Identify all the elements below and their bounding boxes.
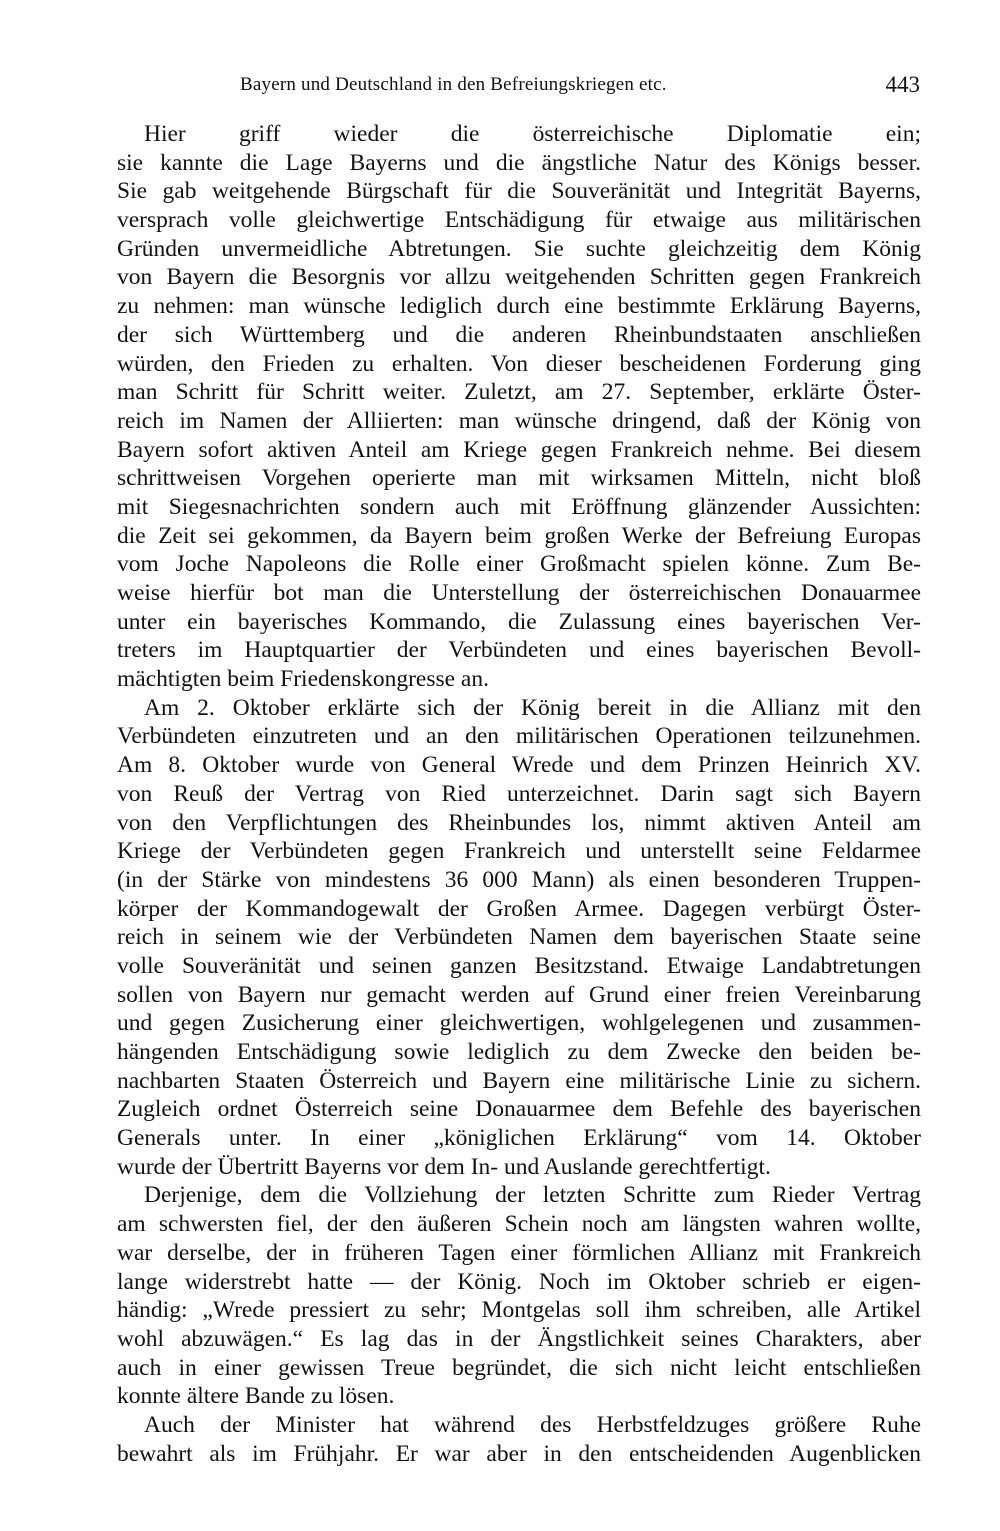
text-line: sollen von Bayern nur gemacht werden auf Grund einer freien Vereinbarung xyxy=(117,981,921,1008)
running-title: Bayern und Deutschland in den Befreiungskriegen etc. xyxy=(240,74,667,95)
text-line: lange widerstrebt hatte — der König. Noch im Oktober schrieb er eigen- xyxy=(117,1268,921,1295)
text-line: volle Souveränität und seinen ganzen Besitzstand. Etwaige Landabtretungen xyxy=(117,952,921,979)
text-line: mit Siegesnachrichten sondern auch mit Eröffnung glänzender Aussichten: xyxy=(117,493,921,520)
text-line: reich in seinem wie der Verbündeten Namen dem bayerischen Staate seine xyxy=(117,924,921,951)
running-header xyxy=(240,74,920,104)
text-line: der sich Württemberg und die anderen Rheinbundstaaten anschließen xyxy=(117,321,921,348)
text-line: man Schritt für Schritt weiter. Zuletzt, am 27. September, erklärte Öster- xyxy=(117,379,921,406)
text-line: Hier griff wieder die österreichische Diplomatie ein; xyxy=(144,121,921,147)
text-line: würden, den Frieden zu erhalten. Von dieser bescheidenen Forderung ging xyxy=(117,350,921,377)
text-line: schrittweisen Vorgehen operierte man mit wirksamen Mitteln, nicht bloß xyxy=(117,465,921,492)
text-line: Zugleich ordnet Österreich seine Donauarmee dem Befehle des bayerischen xyxy=(117,1096,921,1123)
text-line: wurde der Übertritt Bayerns vor dem In- und Auslande gerechtfertigt. xyxy=(117,1153,771,1180)
text-line: (in der Stärke von mindestens 36 000 Mann) als einen besonderen Truppen- xyxy=(117,866,921,893)
text-line: konnte ältere Bande zu lösen. xyxy=(117,1383,395,1410)
text-line: unter ein bayerisches Kommando, die Zulassung eines bayerischen Ver- xyxy=(117,608,921,635)
text-line: körper der Kommandogewalt der Großen Armee. Dagegen verbürgt Öster- xyxy=(117,895,921,922)
text-line: Bayern sofort aktiven Anteil am Kriege gegen Frankreich nehme. Bei diesem xyxy=(117,436,921,463)
text-line: von Reuß der Vertrag von Ried unterzeichnet. Darin sagt sich Bayern xyxy=(117,780,921,807)
text-line: Am 8. Oktober wurde von General Wrede und dem Prinzen Heinrich XV. xyxy=(117,752,921,779)
text-line: die Zeit sei gekommen, da Bayern beim großen Werke der Befreiung Europas xyxy=(117,522,921,549)
text-line: Sie gab weitgehende Bürgschaft für die Souveränität und Integrität Bayerns, xyxy=(117,178,921,205)
text-line: sie kannte die Lage Bayerns und die ängstliche Natur des Königs besser. xyxy=(117,149,921,176)
text-line: Verbündeten einzutreten und an den militärischen Operationen teilzunehmen. xyxy=(117,723,921,750)
text-line: von den Verpflichtungen des Rheinbundes los, nimmt aktiven Anteil am xyxy=(117,809,921,836)
text-line: reich im Namen der Alliierten: man wünsche dringend, daß der König von xyxy=(117,407,921,434)
text-line: Am 2. Oktober erklärte sich der König bereit in die Allianz mit den xyxy=(144,694,921,721)
text-line: am schwersten fiel, der den äußeren Schein noch am längsten wahren wollte, xyxy=(117,1211,921,1238)
text-line: mächtigten beim Friedenskongresse an. xyxy=(117,666,489,693)
text-line: Kriege der Verbündeten gegen Frankreich und unterstellt seine Feldarmee xyxy=(117,838,921,865)
text-line: Auch der Minister hat während des Herbstfeldzuges größere Ruhe xyxy=(144,1411,921,1438)
text-line: und gegen Zusicherung einer gleichwertigen, wohlgelegenen und zusammen- xyxy=(117,1010,921,1037)
text-line: weise hierfür bot man die Unterstellung der österreichischen Donauarmee xyxy=(117,580,921,606)
text-line: versprach volle gleichwertige Entschädigung für etwaige aus militärischen xyxy=(117,207,921,234)
text-line: Gründen unvermeidliche Abtretungen. Sie suchte gleichzeitig dem König xyxy=(117,235,921,262)
text-line: nachbarten Staaten Österreich und Bayern eine militärische Linie zu sichern. xyxy=(117,1067,921,1094)
text-line: auch in einer gewissen Treue begründet, die sich nicht leicht entschließen xyxy=(117,1354,921,1381)
text-line: war derselbe, der in früheren Tagen einer förmlichen Allianz mit Frankreich xyxy=(117,1239,921,1266)
text-line: vom Joche Napoleons die Rolle einer Großmacht spielen könne. Zum Be- xyxy=(117,551,921,578)
text-line: von Bayern die Besorgnis vor allzu weitgehenden Schritten gegen Frankreich xyxy=(117,264,921,291)
text-line: Derjenige, dem die Vollziehung der letzten Schritte zum Rieder Vertrag xyxy=(144,1182,921,1209)
text-line: treters im Hauptquartier der Verbündeten und eines bayerischen Bevoll- xyxy=(117,637,921,664)
text-line: händig: „Wrede pressiert zu sehr; Montgelas soll ihm schreiben, alle Artikel xyxy=(117,1297,921,1324)
text-line: Generals unter. In einer „königlichen Erklärung“ vom 14. Oktober xyxy=(117,1125,921,1152)
text-line: wohl abzuwägen.“ Es lag das in der Ängstlichkeit seines Charakters, aber xyxy=(117,1325,921,1352)
body-text xyxy=(117,120,921,1468)
text-line: zu nehmen: man wünsche lediglich durch eine bestimmte Erklärung Bayerns, xyxy=(117,293,921,320)
page-number: 443 xyxy=(885,72,920,97)
text-line: hängenden Entschädigung sowie lediglich zu dem Zwecke den beiden be- xyxy=(117,1039,921,1065)
text-line: bewahrt als im Frühjahr. Er war aber in den entscheidenden Augenblicken xyxy=(117,1440,921,1467)
